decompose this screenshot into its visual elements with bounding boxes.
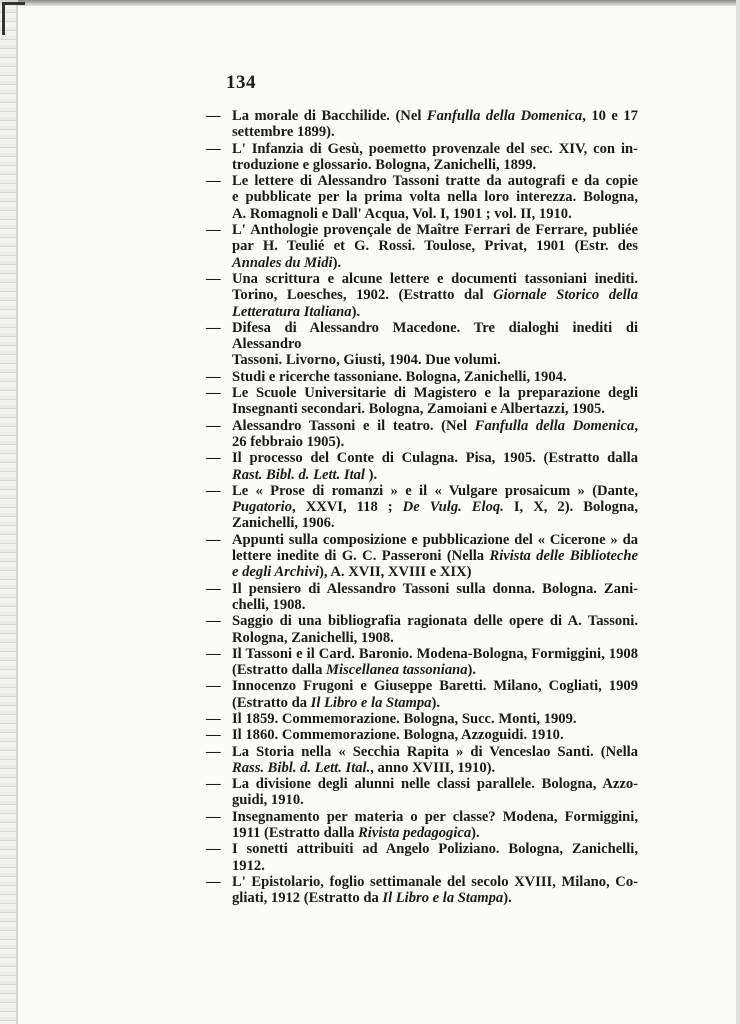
- entry-text: Torino, Loesches, 1902. (Estratto dal: [232, 287, 494, 304]
- entry-line: [232, 499, 638, 515]
- italic-title: Letteratura Italiana: [232, 303, 352, 320]
- entry-line: [232, 385, 638, 401]
- entry-text: Il Tassoni e il Card. Baronio. Modena-Bologna, Formiggini, 1908: [232, 645, 638, 662]
- entry-line: [232, 874, 638, 890]
- entry-text: 26 febbraio 1905).: [232, 433, 345, 450]
- entry-line: [232, 206, 638, 222]
- entry-dash: —: [206, 450, 221, 467]
- entry-text: , anno XVIII, 1910).: [370, 759, 496, 776]
- bibliography-entry: [206, 271, 638, 320]
- italic-title: Rivista pedagogica: [358, 825, 472, 842]
- bibliography-entry: [206, 646, 638, 679]
- entry-text: gliati, 1912 (Estratto da: [232, 890, 383, 907]
- italic-title: Miscellanea tassoniana: [326, 662, 468, 679]
- entry-text: Le « Prose di romanzi » e il « Vulgare prosaicum » (Dante,: [232, 482, 638, 499]
- entry-text: I, X, 2). Bologna,: [503, 499, 639, 516]
- entry-line: [232, 841, 638, 874]
- entry-line: [232, 792, 638, 808]
- entry-text: Tassoni. Livorno, Giusti, 1904. Due volumi.: [232, 352, 501, 369]
- entry-line: [232, 483, 638, 499]
- entry-text: 1911 (Estratto dalla: [232, 825, 359, 842]
- entry-dash: —: [206, 108, 221, 124]
- entry-text: I sonetti attribuiti ad Angelo Poliziano. Bologna, Zanichelli, 1912.: [232, 841, 638, 874]
- entry-line: [232, 825, 638, 841]
- entry-text: Rologna, Zanichelli, 1908.: [232, 629, 394, 646]
- entry-text: , 10 e 17: [582, 108, 638, 124]
- entry-text: Le Scuole Universitarie di Magistero e la preparazione degli: [232, 385, 638, 402]
- bibliography-entry: [206, 369, 638, 385]
- entry-line: [232, 581, 638, 597]
- italic-title: De Vulg. Eloq.: [402, 499, 504, 516]
- entry-text: ).: [351, 303, 361, 320]
- entry-text: ,: [634, 417, 638, 434]
- entry-dash: —: [206, 270, 221, 287]
- bibliography-entry: [206, 320, 638, 369]
- entry-line: [232, 434, 638, 450]
- entry-line: [232, 271, 638, 287]
- entry-line: [232, 255, 638, 271]
- entry-line: [232, 304, 638, 320]
- italic-title: Rast. Bibl. d. Lett. Ital: [232, 466, 365, 483]
- italic-title: Giornale Storico della: [493, 287, 639, 304]
- bibliography-entry: [206, 222, 638, 271]
- entry-text: par H. Teulié et G. Rossi. Toulose, Privat, 1901 (Estr. des: [232, 238, 638, 255]
- italic-title: Il Libro e la Stampa: [310, 694, 432, 711]
- entry-line: [232, 711, 638, 727]
- entry-dash: —: [206, 173, 221, 190]
- entry-text: Il processo del Conte di Culagna. Pisa, 1905. (Estratto dalla: [232, 450, 638, 467]
- entry-dash: —: [206, 743, 221, 760]
- entry-text: ).: [431, 694, 440, 711]
- entry-text: Il 1859. Commemorazione. Bologna, Succ. Monti, 1909.: [232, 710, 577, 727]
- entry-text: Difesa di Alessandro Macedone. Tre dialoghi inediti di Alessandro: [232, 319, 638, 353]
- bibliography-entry: [206, 108, 638, 141]
- entry-text: Insegnamento per materia o per classe? Modena, Formiggini,: [232, 808, 638, 825]
- entry-dash: —: [206, 319, 221, 336]
- entry-dash: —: [206, 727, 221, 744]
- bibliography-entry: [206, 809, 638, 842]
- entry-line: [232, 467, 638, 483]
- bibliography-entry: [206, 874, 638, 907]
- entry-line: [232, 401, 638, 417]
- entry-line: [232, 238, 638, 254]
- page-number: 134: [226, 72, 256, 93]
- entry-text: e pubblicate per la prima volta nella loro interezza. Bologna,: [232, 189, 638, 206]
- entry-line: [232, 515, 638, 531]
- bibliography-entry: [206, 776, 638, 809]
- entry-text: Una scrittura e alcune lettere e documenti tassoniani inediti.: [232, 270, 638, 287]
- entry-dash: —: [206, 531, 221, 548]
- entry-dash: —: [206, 776, 221, 793]
- entry-dash: —: [206, 873, 221, 890]
- entry-dash: —: [206, 710, 221, 727]
- bibliography-entry: [206, 532, 638, 581]
- entry-dash: —: [206, 580, 221, 597]
- entry-dash: —: [206, 140, 221, 157]
- italic-title: e degli Archivi: [232, 564, 320, 581]
- entry-dash: —: [206, 482, 221, 499]
- entry-dash: —: [206, 385, 221, 402]
- entry-line: [232, 189, 638, 205]
- entry-text: Le lettere di Alessandro Tassoni tratte da autografi e da copie: [232, 173, 638, 190]
- entry-dash: —: [206, 417, 221, 434]
- entry-line: [232, 141, 638, 157]
- entry-line: [232, 760, 638, 776]
- entry-line: [232, 678, 638, 694]
- entry-text: troduzione e glossario. Bologna, Zanichelli, 1899.: [232, 156, 537, 173]
- entry-line: [232, 450, 638, 466]
- entry-text: (Estratto da: [232, 694, 311, 711]
- entry-line: [232, 662, 638, 678]
- entry-text: A. Romagnoli e Dall' Acqua, Vol. I, 1901 ; vol. II, 1910.: [232, 205, 572, 222]
- entry-line: [232, 369, 638, 385]
- bibliography-list: [206, 108, 638, 907]
- bibliography-entry: [206, 744, 638, 777]
- entry-line: [232, 532, 638, 548]
- entry-text: Zanichelli, 1906.: [232, 515, 335, 532]
- entry-line: [232, 564, 638, 580]
- entry-line: [232, 727, 638, 743]
- scan-left-border: [16, 0, 18, 1024]
- entry-text: lettere inedite di G. C. Passeroni (Nella: [232, 548, 490, 565]
- bibliography-entry: [206, 141, 638, 174]
- entry-dash: —: [206, 678, 221, 695]
- entry-text: chelli, 1908.: [232, 596, 306, 613]
- bibliography-entry: [206, 581, 638, 614]
- italic-title: Rivista delle Biblioteche: [489, 548, 638, 565]
- entry-text: ), A. XVII, XVIII e XIX): [319, 564, 472, 581]
- entry-line: [232, 320, 638, 353]
- entry-text: Appunti sulla composizione e pubblicazione del « Cicerone » da: [232, 531, 638, 548]
- entry-line: [232, 646, 638, 662]
- bibliography-entry: [206, 385, 638, 418]
- entry-text: Insegnanti secondari. Bologna, Zamoiani e Albertazzi, 1905.: [232, 401, 605, 418]
- entry-text: L' Epistolario, foglio settimanale del secolo XVIII, Milano, Co-: [232, 873, 638, 890]
- entry-line: [232, 124, 638, 140]
- entry-text: ).: [467, 662, 477, 679]
- entry-line: [232, 173, 638, 189]
- entry-line: [232, 418, 638, 434]
- entry-dash: —: [206, 613, 221, 630]
- scan-corner-mark: [2, 2, 25, 35]
- italic-title: Fanfulla della Domenica: [426, 108, 583, 124]
- entry-dash: —: [206, 222, 221, 239]
- entry-dash: —: [206, 645, 221, 662]
- entry-line: [232, 287, 638, 303]
- entry-line: [232, 776, 638, 792]
- entry-text: ).: [471, 825, 480, 842]
- entry-text: Studi e ricerche tassoniane. Bologna, Zanichelli, 1904.: [232, 368, 567, 385]
- entry-line: [232, 695, 638, 711]
- scan-top-edge: [0, 0, 740, 6]
- entry-text: La morale di Bacchilide. (Nel: [232, 108, 427, 124]
- entry-text: Saggio di una bibliografia ragionata delle opere di A. Tassoni.: [232, 613, 638, 630]
- entry-text: Alessandro Tassoni e il teatro. (Nel: [232, 417, 475, 434]
- entry-dash: —: [206, 368, 221, 385]
- entry-text: L' Infanzia di Gesù, poemetto provenzale del sec. XIV, con in-: [232, 140, 638, 157]
- entry-line: [232, 157, 638, 173]
- scan-right-edge: [736, 0, 740, 1024]
- entry-line: [232, 548, 638, 564]
- italic-title: Il Libro e la Stampa: [382, 890, 504, 907]
- entry-dash: —: [206, 841, 221, 858]
- bibliography-entry: [206, 173, 638, 222]
- entry-text: guidi, 1910.: [232, 792, 304, 809]
- entry-text: ).: [364, 466, 378, 483]
- entry-text: settembre 1899).: [232, 124, 335, 141]
- italic-title: Pugatorio: [232, 499, 293, 516]
- italic-title: Annales du Midi: [232, 254, 333, 271]
- entry-line: [232, 613, 638, 629]
- bibliography-entry: [206, 613, 638, 646]
- entry-line: [232, 222, 638, 238]
- italic-title: Fanfulla della Domenica: [474, 417, 635, 434]
- bibliography-entry: [206, 711, 638, 727]
- entry-text: (Estratto dalla: [232, 662, 327, 679]
- entry-text: La divisione degli alunni nelle classi parallele. Bologna, Azzo-: [232, 776, 638, 793]
- bibliography-entry: [206, 841, 638, 874]
- entry-line: [232, 630, 638, 646]
- entry-text: Innocenzo Frugoni e Giuseppe Baretti. Milano, Cogliati, 1909: [232, 678, 638, 695]
- entry-line: [232, 108, 638, 124]
- bibliography-entry: [206, 450, 638, 483]
- bibliography-entry: [206, 678, 638, 711]
- entry-text: ).: [503, 890, 512, 907]
- entry-line: [232, 597, 638, 613]
- entry-line: [232, 744, 638, 760]
- entry-text: , XXVI, 118 ;: [292, 499, 403, 516]
- entry-line: [232, 890, 638, 906]
- entry-line: [232, 352, 638, 368]
- entry-line: [232, 809, 638, 825]
- entry-text: Il 1860. Commemorazione. Bologna, Azzoguidi. 1910.: [232, 727, 564, 744]
- italic-title: Rass. Bibl. d. Lett. Ital.: [232, 759, 371, 776]
- entry-dash: —: [206, 808, 221, 825]
- entry-text: L' Anthologie provençale de Maître Ferrari de Ferrare, publiée: [232, 222, 638, 239]
- bibliography-entry: [206, 483, 638, 532]
- scan-left-edge: [0, 0, 16, 1024]
- entry-text: ).: [332, 254, 342, 271]
- entry-text: La Storia nella « Secchia Rapita » di Venceslao Santi. (Nella: [232, 743, 638, 760]
- bibliography-entry: [206, 727, 638, 743]
- entry-text: Il pensiero di Alessandro Tassoni sulla donna. Bologna. Zani-: [232, 580, 638, 597]
- bibliography-entry: [206, 418, 638, 451]
